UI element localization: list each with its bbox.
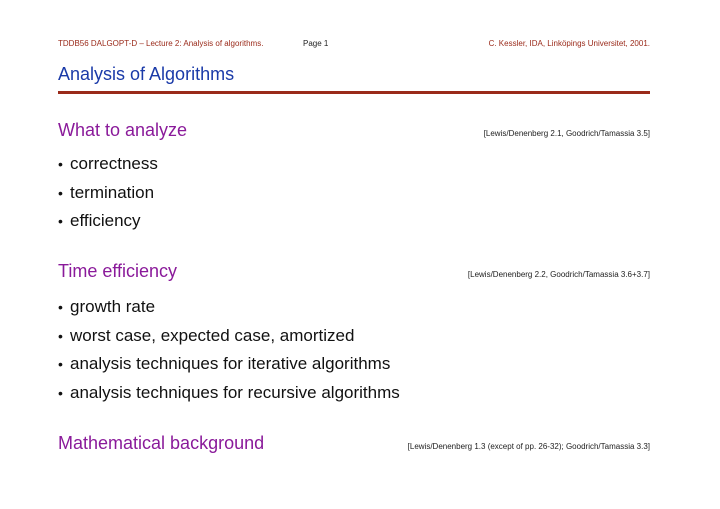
list-item-text: growth rate <box>70 297 156 316</box>
list-item <box>58 154 158 183</box>
section-reference: [Lewis/Denenberg 1.3 (except of pp. 26-32); Goodrich/Tamassia 3.3] <box>407 442 650 451</box>
section-heading: Mathematical background <box>58 433 265 453</box>
title-rule <box>58 91 650 94</box>
bullet-icon: • <box>58 213 63 229</box>
list-item <box>58 183 158 212</box>
list-item-text: correctness <box>70 154 158 173</box>
section-reference: [Lewis/Denenberg 2.2, Goodrich/Tamassia 3.6+3.7] <box>467 270 650 279</box>
list-item <box>58 211 158 240</box>
header-page-number: Page 1 <box>303 39 329 48</box>
section-heading: Time efficiency <box>58 261 178 281</box>
section-heading: What to analyze <box>58 120 188 140</box>
bullet-icon: • <box>58 299 63 315</box>
list-item <box>58 354 400 383</box>
list-item-text: worst case, expected case, amortized <box>70 325 355 345</box>
list-item-text: analysis techniques for iterative algorithms <box>70 354 391 373</box>
header-course: TDDB56 DALGOPT-D – Lecture 2: Analysis of algorithms. <box>58 39 264 48</box>
slide-title: Analysis of Algorithms <box>58 64 235 84</box>
list-item <box>58 326 400 355</box>
bullet-icon: • <box>58 184 63 201</box>
list-item-text: termination <box>70 182 155 202</box>
list-item-text: analysis techniques for recursive algorithms <box>70 382 400 402</box>
list-item <box>58 297 400 326</box>
bullet-icon: • <box>58 356 63 372</box>
bullet-icon: • <box>58 384 63 401</box>
header-author: C. Kessler, IDA, Linköpings Universitet, 2001. <box>488 39 650 48</box>
bullet-list <box>58 154 158 240</box>
section-reference: [Lewis/Denenberg 2.1, Goodrich/Tamassia 3.5] <box>483 129 650 138</box>
slide-header <box>58 39 650 51</box>
bullet-list <box>58 297 400 411</box>
list-item <box>58 383 400 412</box>
bullet-icon: • <box>58 327 63 344</box>
bullet-icon: • <box>58 156 63 172</box>
list-item-text: efficiency <box>70 211 141 230</box>
